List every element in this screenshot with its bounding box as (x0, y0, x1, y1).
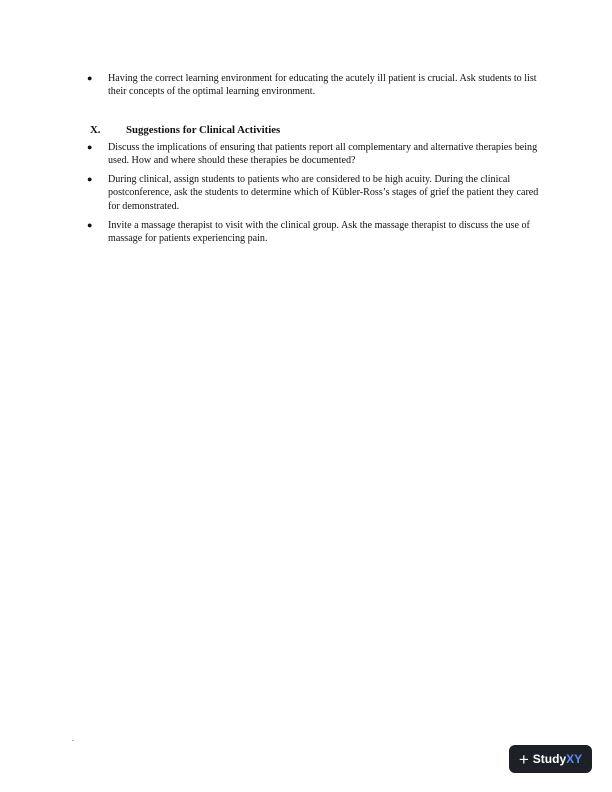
list-item (87, 141, 544, 168)
bullet-icon: ● (87, 220, 93, 230)
footer-mark: . (72, 734, 74, 743)
bullet-text: During clinical, assign students to patients who are considered to be high acuity. During the clinical postconference, ask the students to determine which of Kübler-Ross’s stages of grief the patient they cared for demonstrated. (108, 174, 539, 212)
list-item (87, 219, 544, 246)
bullet-icon: ● (87, 73, 93, 83)
bullet-text: Having the correct learning environment for educating the acutely ill patient is crucial. Ask students to list their concepts of the optimal learning environment. (108, 73, 537, 98)
badge-word-xy: XY (566, 752, 583, 766)
section-number: X. (90, 124, 101, 136)
bullet-icon: ● (87, 174, 93, 184)
bullet-text: Discuss the implications of ensuring that patients report all complementary and alternative therapies being used. How and where should these therapies be documented? (108, 142, 538, 167)
list-item (87, 72, 544, 99)
section-title: Suggestions for Clinical Activities (126, 124, 281, 136)
studyxy-badge[interactable] (509, 745, 592, 773)
bullet-icon: ● (87, 142, 93, 152)
list-item (87, 173, 544, 213)
badge-word-study: Study (532, 752, 567, 766)
bullet-text: Invite a massage therapist to visit with the clinical group. Ask the massage therapist to discuss the use of massage for patients experiencing pain. (108, 220, 530, 245)
section-heading (90, 123, 280, 137)
plus-icon: + (518, 749, 529, 769)
